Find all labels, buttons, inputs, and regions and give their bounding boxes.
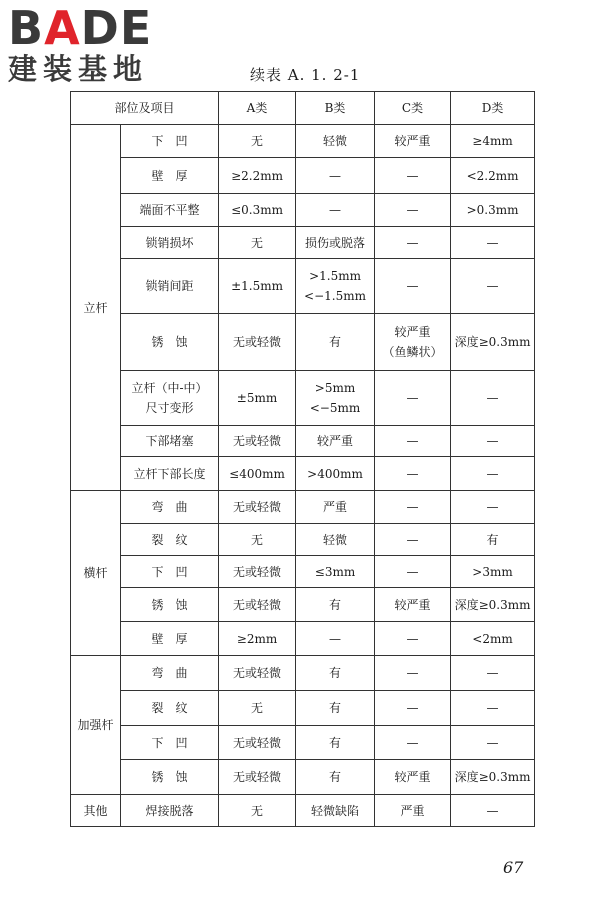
class-a-cell: ≥2mm [219,622,296,656]
class-d-cell: >0.3mm [451,194,535,227]
class-c-cell: — [375,656,451,691]
class-a-cell: 无或轻微 [219,760,296,795]
item-cell: 裂 纹 [121,691,219,726]
class-d-cell: — [451,491,535,524]
class-c-cell: — [375,194,451,227]
brand-logo [8,1,178,86]
table-row [71,194,535,227]
class-d-cell: >3mm [451,556,535,588]
header-cell: C类 [375,92,451,125]
class-c-cell: — [375,426,451,457]
class-a-cell: 无或轻微 [219,588,296,622]
class-b-cell: 有 [296,588,375,622]
class-d-cell: 深度≥0.3mm [451,588,535,622]
group-name-cell: 立杆 [71,125,121,491]
item-cell: 下 凹 [121,726,219,760]
class-b-cell: >5mm <−5mm [296,371,375,426]
item-cell: 锁销间距 [121,259,219,314]
item-cell: 弯 曲 [121,656,219,691]
class-d-cell: — [451,656,535,691]
group-name-cell: 横杆 [71,491,121,656]
class-a-cell: 无或轻微 [219,314,296,371]
class-c-cell: — [375,622,451,656]
table-row [71,622,535,656]
class-d-cell: 深度≥0.3mm [451,760,535,795]
item-cell: 焊接脱落 [121,795,219,827]
class-a-cell: ≤0.3mm [219,194,296,227]
class-c-cell: 严重 [375,795,451,827]
class-a-cell: ±1.5mm [219,259,296,314]
item-cell: 弯 曲 [121,491,219,524]
class-d-cell: ≥4mm [451,125,535,158]
table-row [71,227,535,259]
class-b-cell: 损伤或脱落 [296,227,375,259]
page-number: 67 [503,858,524,877]
class-c-cell: 较严重 [375,760,451,795]
class-d-cell: 有 [451,524,535,556]
header-cell: B类 [296,92,375,125]
item-cell: 立杆下部长度 [121,457,219,491]
item-cell: 裂 纹 [121,524,219,556]
class-a-cell: 无 [219,524,296,556]
class-c-cell: — [375,556,451,588]
table-row [71,158,535,194]
logo-subtitle: 建装基地 [8,52,149,86]
class-a-cell: 无或轻微 [219,726,296,760]
inspection-table [70,91,535,827]
class-b-cell: >400mm [296,457,375,491]
class-a-cell: ±5mm [219,371,296,426]
class-d-cell: — [451,371,535,426]
class-b-cell: — [296,622,375,656]
class-a-cell: ≤400mm [219,457,296,491]
class-c-cell: — [375,491,451,524]
class-c-cell: — [375,726,451,760]
table-row [71,457,535,491]
table-row [71,556,535,588]
table-row [71,691,535,726]
item-cell: 锈 蚀 [121,314,219,371]
class-d-cell: 深度≥0.3mm [451,314,535,371]
class-c-cell: 较严重 [375,588,451,622]
class-d-cell: — [451,227,535,259]
class-d-cell: — [451,795,535,827]
class-b-cell: 有 [296,760,375,795]
table-row [71,259,535,314]
class-a-cell: 无或轻微 [219,426,296,457]
class-b-cell: 较严重 [296,426,375,457]
class-b-cell: 轻微 [296,125,375,158]
class-a-cell: 无或轻微 [219,556,296,588]
class-a-cell: 无或轻微 [219,656,296,691]
item-cell: 端面不平整 [121,194,219,227]
class-b-cell: 严重 [296,491,375,524]
header-cell: D类 [451,92,535,125]
item-cell: 锈 蚀 [121,588,219,622]
class-d-cell: — [451,726,535,760]
class-b-cell: 有 [296,656,375,691]
table-row [71,426,535,457]
table-caption: 续表 A. 1. 2-1 [250,66,361,84]
class-c-cell: — [375,691,451,726]
item-cell: 下部堵塞 [121,426,219,457]
class-a-cell: 无 [219,795,296,827]
table-body [71,125,535,827]
table-row [71,656,535,691]
logo-wordmark: BADE [8,1,153,55]
class-c-cell: — [375,524,451,556]
class-a-cell: 无或轻微 [219,491,296,524]
class-b-cell: 轻微缺陷 [296,795,375,827]
table-row [71,491,535,524]
table-row [71,314,535,371]
header-cell: A类 [219,92,296,125]
item-cell: 下 凹 [121,125,219,158]
class-a-cell: ≥2.2mm [219,158,296,194]
group-name-cell: 其他 [71,795,121,827]
class-c-cell: — [375,259,451,314]
class-d-cell: — [451,259,535,314]
table-row [71,125,535,158]
class-c-cell: — [375,457,451,491]
class-b-cell: — [296,158,375,194]
table-row [71,760,535,795]
class-d-cell: — [451,426,535,457]
class-b-cell: >1.5mm <−1.5mm [296,259,375,314]
header-cell: 部位及项目 [71,92,219,125]
table-row [71,795,535,827]
item-cell: 壁 厚 [121,158,219,194]
table-row [71,371,535,426]
class-c-cell: — [375,227,451,259]
class-b-cell: ≤3mm [296,556,375,588]
table-row [71,726,535,760]
class-d-cell: <2.2mm [451,158,535,194]
class-c-cell: — [375,158,451,194]
class-c-cell: 较严重 [375,125,451,158]
class-d-cell: — [451,457,535,491]
class-a-cell: 无 [219,227,296,259]
class-c-cell: 较严重 （鱼鳞状） [375,314,451,371]
item-cell: 下 凹 [121,556,219,588]
class-c-cell: — [375,371,451,426]
table-header-row [71,92,535,125]
item-cell: 立杆（中-中） 尺寸变形 [121,371,219,426]
item-cell: 锈 蚀 [121,760,219,795]
item-cell: 锁销损坏 [121,227,219,259]
class-b-cell: 有 [296,691,375,726]
item-cell: 壁 厚 [121,622,219,656]
class-b-cell: 有 [296,314,375,371]
class-b-cell: 有 [296,726,375,760]
table-row [71,524,535,556]
class-b-cell: 轻微 [296,524,375,556]
class-d-cell: — [451,691,535,726]
group-name-cell: 加强杆 [71,656,121,795]
class-d-cell: <2mm [451,622,535,656]
class-a-cell: 无 [219,691,296,726]
class-a-cell: 无 [219,125,296,158]
class-b-cell: — [296,194,375,227]
table-row [71,588,535,622]
